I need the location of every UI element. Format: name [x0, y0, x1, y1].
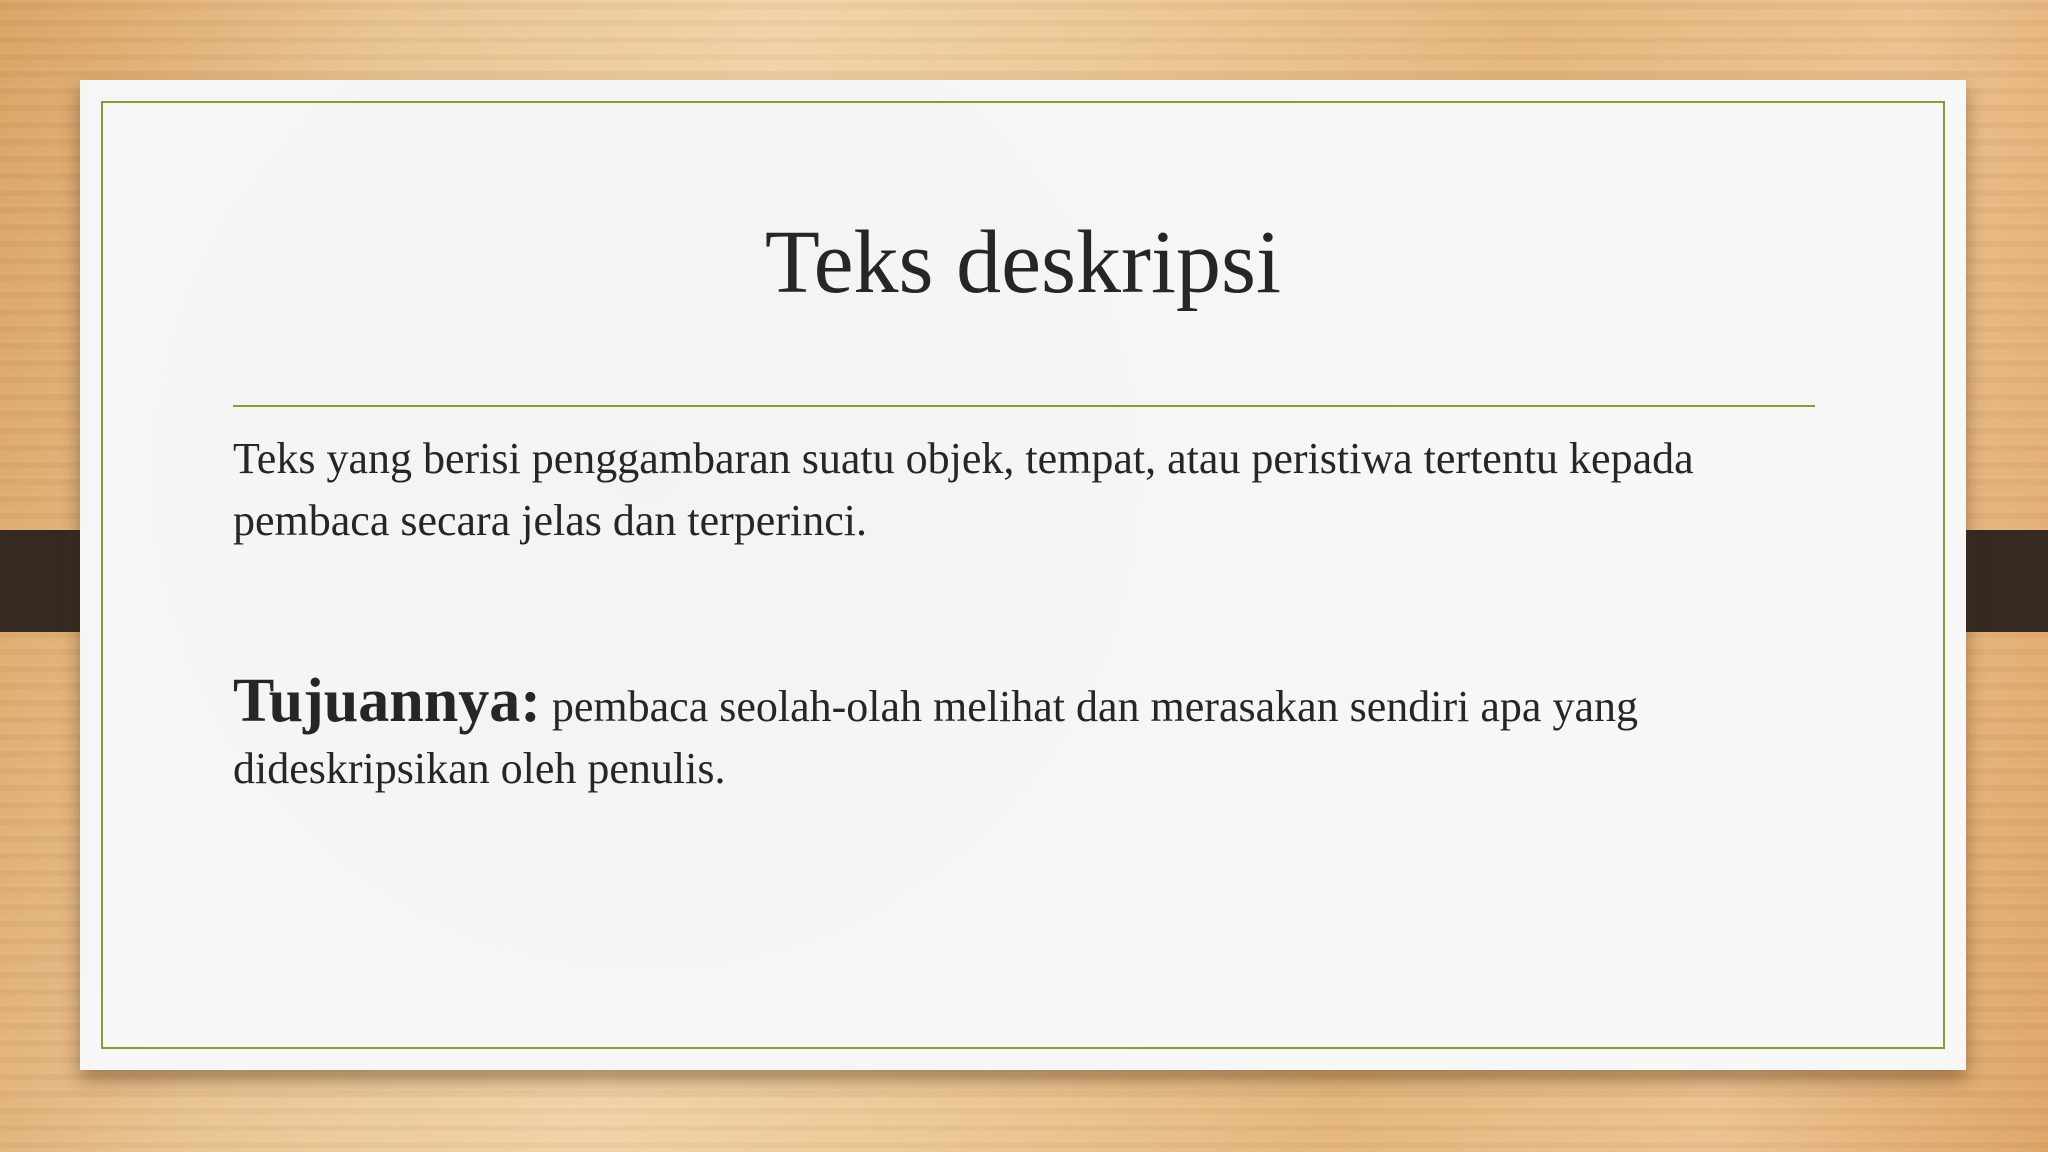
purpose-paragraph: [233, 667, 1833, 800]
definition-paragraph: Teks yang berisi penggambaran suatu objek, tempat, atau peristiwa tertentu kepada pembaca secara jelas dan terperinci.: [233, 434, 1694, 545]
purpose-text: pembaca seolah-olah melihat dan merasakan sendiri apa yang dideskripsikan oleh penulis.: [233, 682, 1638, 793]
purpose-label: Tujuannya:: [233, 667, 541, 735]
title-divider: [233, 405, 1815, 407]
slide-title: Teks deskripsi: [764, 213, 1282, 312]
